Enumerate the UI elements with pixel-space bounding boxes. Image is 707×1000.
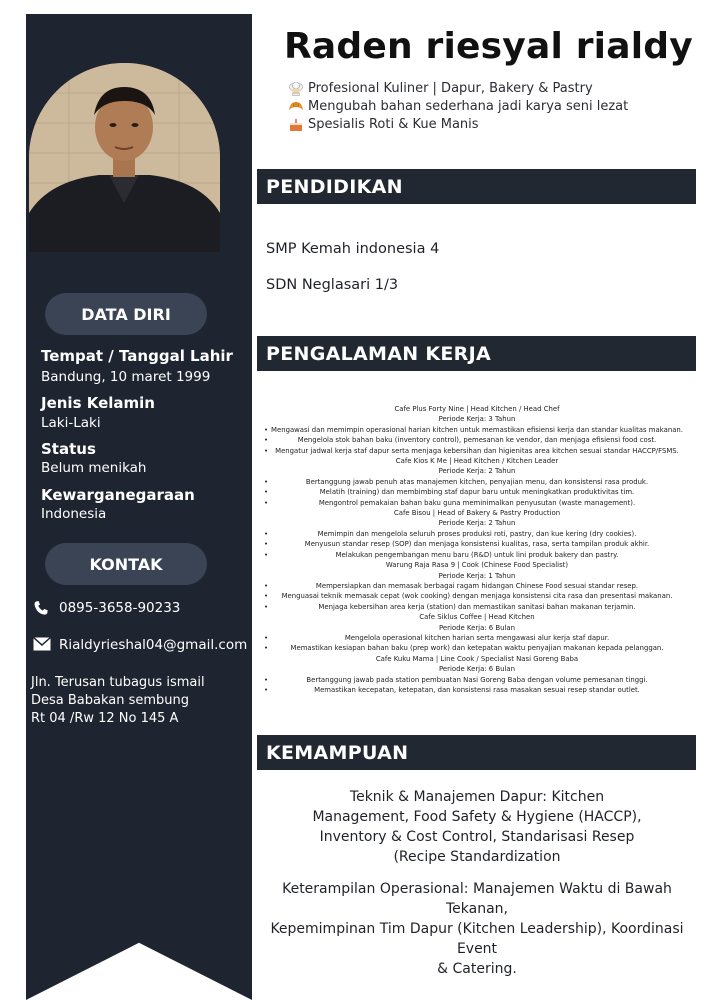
address-line: Desa Babakan sembung xyxy=(31,693,190,708)
experience-heading-line: Cafe Siklus Coffee | Head Kitchen xyxy=(419,613,535,622)
data-diri-heading: DATA DIRI xyxy=(45,293,207,335)
education-item: SDN Neglasari 1/3 xyxy=(266,277,399,293)
skill-block-kitchen xyxy=(258,787,696,867)
experience-bullet: • Bertanggung jawab pada station pembuatan Nasi Goreng Baba dengan volume pemesanan tinggi. xyxy=(258,675,696,685)
tagline-text: Profesional Kuliner | Dapur, Bakery & Pastry xyxy=(308,81,593,96)
address-block xyxy=(31,674,205,728)
nationality-label: Kewarganegaraan xyxy=(41,486,195,504)
experience-heading-line: Periode Kerja: 2 Tahun xyxy=(438,467,516,476)
tagline-text: Mengubah bahan sederhana jadi karya seni lezat xyxy=(308,99,629,114)
experience-heading-line: Cafe Plus Forty Nine | Head Kitchen / Head Chef xyxy=(394,405,560,413)
phone-row xyxy=(33,600,180,616)
skill-line: Keterampilan Operasional: Manajemen Waktu di Bawah Tekanan, xyxy=(282,881,672,917)
experience-bullet: • Memastikan kecepatan, ketepatan, dan konsistensi rasa masakan sesuai resep standar outlet. xyxy=(258,685,696,695)
address-line: Rt 04 /Rw 12 No 145 A xyxy=(31,711,179,726)
skill-line: Management, Food Safety & Hygiene (HACCP), xyxy=(312,809,642,825)
skill-line: Teknik & Manajemen Dapur: Kitchen xyxy=(349,789,605,805)
experience-bullet: • Melakukan pengembangan menu baru (R&D) untuk lini produk bakery dan pastry. xyxy=(258,550,696,560)
mail-icon xyxy=(33,637,51,653)
experience-bullet: • Memastikan kesiapan bahan baku (prep work) dan ketepatan waktu penyajian makanan kepada pelanggan. xyxy=(258,643,696,653)
tagline-item xyxy=(288,117,479,132)
email-address: Rialdyrieshal04@gmail.com xyxy=(59,637,248,653)
kontak-heading: KONTAK xyxy=(45,543,207,585)
phone-number: 0895-3658-90233 xyxy=(59,600,181,616)
experience-heading-line: Periode Kerja: 3 Tahun xyxy=(438,415,516,424)
skill-line: Kepemimpinan Tim Dapur (Kitchen Leadership), Koordinasi Event xyxy=(270,921,684,957)
birth-label: Tempat / Tanggal Lahir xyxy=(41,347,233,365)
status-value: Belum menikah xyxy=(41,460,147,476)
gender-label: Jenis Kelamin xyxy=(41,394,155,412)
experience-bullet: • Mengatur jadwal kerja staf dapur serta menjaga kebersihan dan higienitas area kitchen sesuai standar HACCP/FSMS. xyxy=(258,446,696,456)
tagline-item xyxy=(288,81,593,96)
pendidikan-heading: PENDIDIKAN xyxy=(257,169,696,204)
skill-block-operational xyxy=(258,879,696,979)
education-item: SMP Kemah indonesia 4 xyxy=(266,241,440,257)
experience-heading-line: Periode Kerja: 2 Tahun xyxy=(438,519,516,528)
status-label: Status xyxy=(41,440,96,458)
experience-heading-line: Periode Kerja: 6 Bulan xyxy=(439,623,515,632)
experience-bullet: • Mengawasi dan memimpin operasional harian kitchen untuk memastikan efisiensi kerja dan standar kualitas makanan. xyxy=(258,425,696,435)
croissant-icon xyxy=(288,100,304,114)
experience-heading-line: Warung Raja Rasa 9 | Cook (Chinese Food Specialist) xyxy=(385,561,569,570)
address-line: Jln. Terusan tubagus ismail xyxy=(31,675,205,690)
experience-bullet: • Memimpin dan mengelola seluruh proses produksi roti, pastry, dan kue kering (dry cookies). xyxy=(258,529,696,539)
kemampuan-heading: KEMAMPUAN xyxy=(257,735,696,770)
profile-photo xyxy=(29,63,220,252)
experience-bullet: • Melatih (training) dan membimbing staf dapur baru untuk meningkatkan produktivitas tim. xyxy=(258,487,696,497)
chef-hat-icon xyxy=(288,82,304,96)
tagline-text: Spesialis Roti & Kue Manis xyxy=(308,117,479,132)
experience-bullet: • Mengelola stok bahan baku (inventory control), pemesanan ke vendor, dan menjaga efisiensi food cost. xyxy=(258,435,696,445)
experience-heading-line: Cafe Kuku Mama | Line Cook / Specialist Nasi Goreng Baba xyxy=(375,654,579,663)
candidate-name: Raden riesyal rialdy xyxy=(284,26,693,67)
experience-heading-line: Cafe Bisou | Head of Bakery & Pastry Production xyxy=(393,509,561,518)
experience-heading-line: Periode Kerja: 6 Bulan xyxy=(439,665,515,674)
nationality-value: Indonesia xyxy=(41,506,107,522)
phone-icon xyxy=(33,600,51,616)
experience-bullet: • Mempersiapkan dan memasak berbagai ragam hidangan Chinese Food sesuai standar resep. xyxy=(258,581,696,591)
experience-list xyxy=(258,404,696,695)
experience-bullet: • Menyusun standar resep (SOP) dan menjaga konsistensi kualitas, rasa, serta tampilan produk akhir. xyxy=(258,539,696,549)
gender-value: Laki-Laki xyxy=(41,415,101,431)
cake-icon xyxy=(288,118,304,132)
experience-heading-line: Periode Kerja: 1 Tahun xyxy=(438,571,516,580)
pengalaman-heading: PENGALAMAN KERJA xyxy=(257,336,696,371)
tagline-item xyxy=(288,99,628,114)
experience-heading-line: Cafe Kios K Me | Head Kitchen / Kitchen Leader xyxy=(395,457,559,466)
birth-value: Bandung, 10 maret 1999 xyxy=(41,369,211,385)
skill-line: (Recipe Standardization xyxy=(393,849,561,865)
experience-bullet: • Menguasai teknik memasak cepat (wok cooking) dengan menjaga konsistensi cita rasa dan presentasi makanan. xyxy=(258,591,696,601)
experience-bullet: • Mengelola operasional kitchen harian serta mengawasi alur kerja staf dapur. xyxy=(258,633,696,643)
skill-line: & Catering. xyxy=(437,961,517,977)
experience-bullet: • Mengontrol pemakaian bahan baku guna meminimalkan penyusutan (waste management). xyxy=(258,498,696,508)
experience-bullet: • Bertanggung jawab penuh atas manajemen kitchen, penyajian menu, dan konsistensi rasa produk. xyxy=(258,477,696,487)
skill-line: Inventory & Cost Control, Standarisasi Resep xyxy=(319,829,635,845)
experience-bullet: • Menjaga kebersihan area kerja (station) dan memastikan sanitasi bahan makanan terjamin. xyxy=(258,602,696,612)
email-row xyxy=(33,637,247,653)
